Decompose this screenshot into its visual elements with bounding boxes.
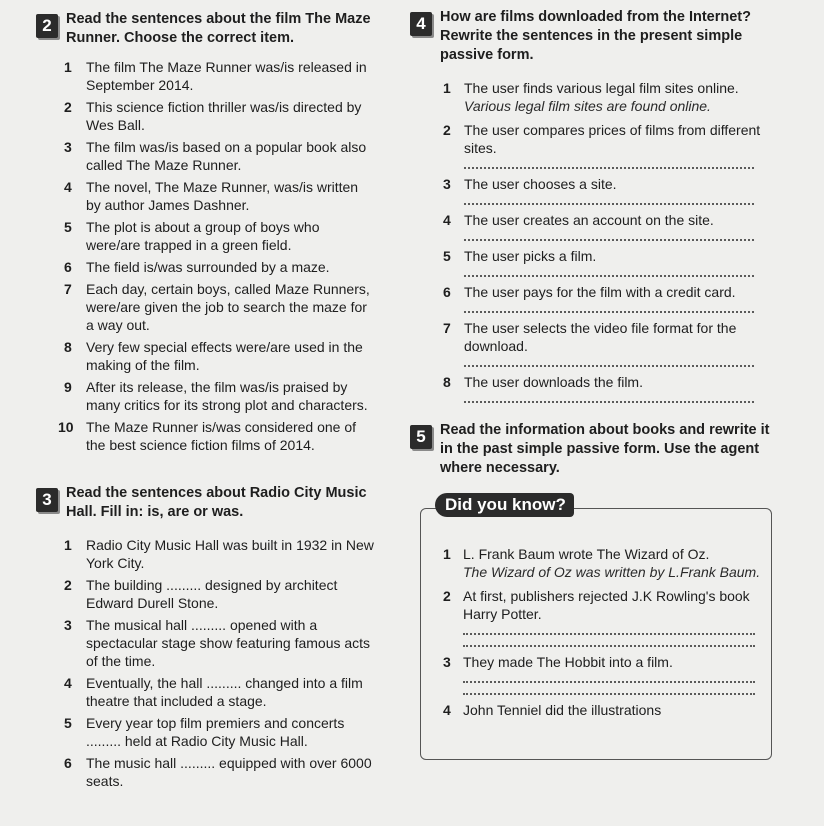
item-text: The user pays for the film with a credit card.: [464, 284, 736, 300]
item-text: The user selects the video file format for the download.: [464, 320, 737, 354]
item-number: 4: [443, 702, 451, 718]
item-text: The user finds various legal film sites online.: [464, 80, 739, 96]
exercise-3-instructions: Read the sentences about Radio City Music Hall. Fill in: is, are or was.: [66, 485, 367, 520]
list-item[interactable]: [421, 587, 771, 647]
item-number: 6: [64, 259, 72, 275]
exercise-4-list: [410, 79, 770, 403]
item-number: 2: [64, 577, 72, 593]
right-column: [410, 8, 770, 760]
item-number: 6: [64, 755, 72, 771]
exercise-3-heading: [36, 484, 376, 522]
answer-line[interactable]: [463, 635, 755, 647]
item-text: At first, publishers rejected J.K Rowling's book Harry Potter.: [463, 588, 750, 622]
item-text: The user compares prices of films from different sites.: [464, 122, 761, 156]
item-text: Radio City Music Hall was built in 1932 in New York City.: [86, 537, 374, 571]
item-number: 3: [443, 654, 451, 670]
item-number: 3: [64, 139, 72, 155]
exercise-2-heading: [36, 10, 376, 48]
item-text: The music hall ......... equipped with over 6000 seats.: [86, 755, 372, 789]
list-item[interactable]: [410, 121, 770, 169]
answer-line[interactable]: [464, 265, 754, 277]
exercise-2-instructions: Read the sentences about the film The Maze Runner. Choose the correct item.: [66, 11, 371, 46]
list-item[interactable]: [36, 178, 376, 214]
item-text: The user creates an account on the site.: [464, 212, 714, 228]
item-number: 4: [64, 675, 72, 691]
left-column: [36, 10, 376, 794]
item-text: The building ......... designed by architect Edward Durell Stone.: [86, 577, 338, 611]
list-item[interactable]: [36, 714, 376, 750]
list-item[interactable]: [410, 373, 770, 403]
item-text: The user chooses a site.: [464, 176, 617, 192]
item-number: 5: [64, 715, 72, 731]
list-item[interactable]: [421, 701, 771, 719]
item-number: 4: [443, 212, 451, 228]
example-answer: The Wizard of Oz was written by L.Frank Baum.: [463, 564, 761, 580]
item-number: 4: [64, 179, 72, 195]
list-item[interactable]: [410, 79, 770, 115]
item-text: Eventually, the hall ......... changed into a film theatre that included a stage.: [86, 675, 363, 709]
item-number: 9: [64, 379, 72, 395]
item-text: The Maze Runner is/was considered one of the best science fiction films of 2014.: [86, 419, 357, 453]
item-text: The film was/is based on a popular book also called The Maze Runner.: [86, 139, 367, 173]
exercise-5-instructions: Read the information about books and rewrite it in the past simple passive form. Use the agent where necessary.: [440, 422, 770, 476]
answer-line[interactable]: [463, 671, 755, 683]
item-text: The musical hall ......... opened with a spectacular stage show featuring famous acts of the time.: [86, 617, 371, 669]
item-number: 3: [64, 617, 72, 633]
item-text: Very few special effects were/are used in the making of the film.: [86, 339, 363, 373]
answer-line[interactable]: [464, 157, 754, 169]
exercise-2-list: [36, 58, 376, 454]
exercise-5-heading: [410, 421, 770, 478]
list-item[interactable]: [36, 58, 376, 94]
item-text: The film The Maze Runner was/is released in September 2014.: [86, 59, 367, 93]
item-number: 7: [443, 320, 451, 336]
item-number: 10: [58, 419, 74, 435]
item-text: L. Frank Baum wrote The Wizard of Oz.: [463, 546, 710, 562]
item-number: 1: [443, 80, 451, 96]
item-number: 2: [443, 122, 451, 138]
list-item[interactable]: [410, 211, 770, 241]
list-item[interactable]: [36, 338, 376, 374]
answer-line[interactable]: [464, 355, 754, 367]
item-text: This science fiction thriller was/is directed by Wes Ball.: [86, 99, 362, 133]
exercise-4-heading: [410, 8, 770, 65]
list-item[interactable]: [36, 536, 376, 572]
answer-line[interactable]: [464, 229, 754, 241]
exercise-2-number: 2: [36, 14, 58, 38]
item-text: John Tenniel did the illustrations: [463, 702, 662, 718]
exercise-3-number: 3: [36, 488, 58, 512]
list-item[interactable]: [36, 280, 376, 334]
item-number: 3: [443, 176, 451, 192]
list-item[interactable]: [36, 754, 376, 790]
item-number: 5: [443, 248, 451, 264]
list-item[interactable]: [410, 283, 770, 313]
item-number: 6: [443, 284, 451, 300]
list-item[interactable]: [421, 653, 771, 695]
list-item[interactable]: [36, 616, 376, 670]
item-text: After its release, the film was/is praised by many critics for its strong plot and characters.: [86, 379, 368, 413]
item-text: The user picks a film.: [464, 248, 597, 264]
item-number: 1: [64, 59, 72, 75]
exercise-5-number: 5: [410, 425, 432, 449]
item-number: 2: [443, 588, 451, 604]
exercise-4-number: 4: [410, 12, 432, 36]
item-text: The field is/was surrounded by a maze.: [86, 259, 330, 275]
answer-line[interactable]: [463, 683, 755, 695]
answer-line[interactable]: [464, 391, 754, 403]
list-item[interactable]: [410, 319, 770, 367]
example-answer: Various legal film sites are found online.: [464, 98, 711, 114]
list-item[interactable]: [410, 247, 770, 277]
did-you-know-title: Did you know?: [435, 493, 574, 517]
item-text: The plot is about a group of boys who were/are trapped in a green field.: [86, 219, 320, 253]
item-number: 1: [64, 537, 72, 553]
list-item[interactable]: [421, 545, 771, 581]
list-item[interactable]: [410, 175, 770, 205]
answer-line[interactable]: [463, 623, 755, 635]
list-item[interactable]: [36, 576, 376, 612]
item-text: Every year top film premiers and concerts ......... held at Radio City Music Hall.: [86, 715, 345, 749]
exercise-3-list: [36, 536, 376, 790]
exercise-4-instructions: How are films downloaded from the Internet? Rewrite the sentences in the present simple passive form.: [440, 9, 751, 63]
item-number: 5: [64, 219, 72, 235]
item-text: Each day, certain boys, called Maze Runners, were/are given the job to search the maze for a way out.: [86, 281, 370, 333]
item-text: They made The Hobbit into a film.: [463, 654, 673, 670]
did-you-know-box: [420, 495, 772, 760]
item-number: 1: [443, 546, 451, 562]
list-item[interactable]: [36, 138, 376, 174]
item-text: The novel, The Maze Runner, was/is written by author James Dashner.: [86, 179, 359, 213]
list-item[interactable]: [36, 378, 376, 414]
list-item[interactable]: [36, 418, 376, 454]
list-item[interactable]: [36, 674, 376, 710]
item-number: 2: [64, 99, 72, 115]
item-number: 8: [64, 339, 72, 355]
answer-line[interactable]: [464, 301, 754, 313]
list-item[interactable]: [36, 98, 376, 134]
item-number: 8: [443, 374, 451, 390]
item-number: 7: [64, 281, 72, 297]
list-item[interactable]: [36, 218, 376, 254]
item-text: The user downloads the film.: [464, 374, 643, 390]
list-item[interactable]: [36, 258, 376, 276]
answer-line[interactable]: [464, 193, 754, 205]
exercise-5-list: [421, 523, 771, 719]
